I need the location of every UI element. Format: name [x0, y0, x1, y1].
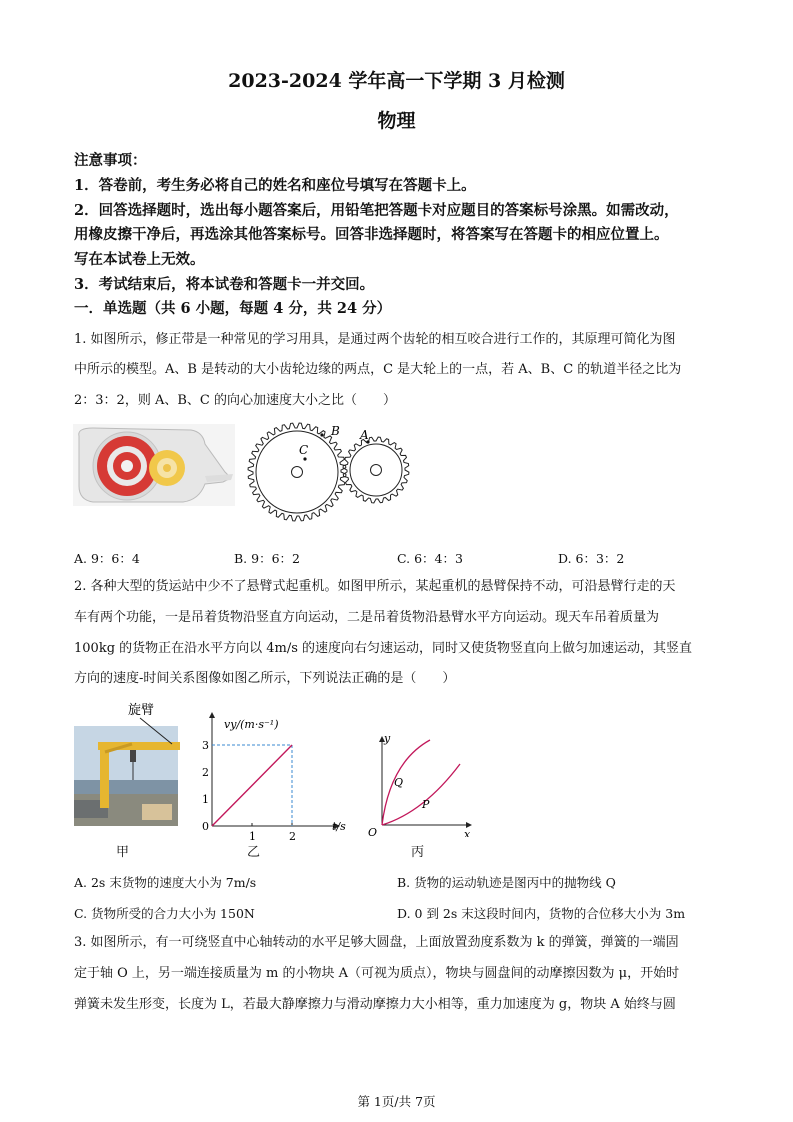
label-a: A	[360, 428, 369, 442]
vt-x-axis-label: t/s	[332, 820, 346, 833]
q2-option-d[interactable]: D. 0 到 2s 末这段时间内，货物的合位移大小为 3m	[397, 906, 686, 921]
notice-item-1: 1．答卷前，考生务必将自己的姓名和座位号填写在答题卡上。	[74, 177, 476, 194]
page-number: 第 1页/共 7页	[357, 1094, 436, 1109]
q1-option-a[interactable]: A. 9：6：4	[74, 551, 140, 566]
point-c-dot	[303, 457, 306, 460]
curve-q-label: Q	[394, 776, 404, 789]
curve-q	[382, 740, 430, 825]
vt-y-tick-1: 1	[202, 793, 209, 806]
smallGear-rim	[350, 444, 402, 496]
q2-option-b[interactable]: B. 货物的运动轨迹是图丙中的抛物线 Q	[397, 875, 616, 890]
q1-line-1: 1. 如图所示，修正带是一种常见的学习用具，是通过两个齿轮的相互咬合进行工作的，其原理可简化为图	[74, 332, 676, 347]
q2-line-2: 车有两个功能，一是吊着货物沿竖直方向运动，二是吊着货物沿悬臂水平方向运动。现天车吊着质量为	[74, 610, 660, 625]
exam-title: 2023-2024 学年高一下学期 3 月检测	[228, 70, 565, 92]
gear-model-diagram	[243, 422, 413, 527]
vt-y-arrow	[209, 712, 215, 718]
curve-p	[382, 764, 460, 825]
crane-photo	[72, 700, 180, 830]
vt-x-tick-2: 2	[289, 830, 296, 842]
traj-y-label: y	[384, 732, 391, 745]
q3-line-2: 定于轴 O 上，另一端连接质量为 m 的小物块 A（可视为质点），物块与圆盘间的动摩擦因数为 μ，开始时	[74, 966, 680, 981]
caption-yi: 乙	[247, 845, 261, 860]
notice-item-2-line-3: 写在本试卷上无效。	[74, 251, 205, 268]
traj-origin-label: O	[368, 826, 378, 837]
correction-tape-photo	[73, 424, 235, 506]
vt-data-line	[212, 745, 292, 826]
q1-option-c[interactable]: C. 6：4：3	[397, 551, 463, 566]
notice-item-2-line-2: 用橡皮擦干净后，再选涂其他答案标号。回答非选择题时，将答案写在答题卡的相应位置上。	[74, 226, 669, 243]
q1-option-d[interactable]: D. 6：3：2	[558, 551, 625, 566]
q3-line-3: 弹簧未发生形变，长度为 L，若最大静摩擦力与滑动摩擦力大小相等，重力加速度为 g，物块 A 始终与圆	[74, 997, 676, 1012]
small-gear	[343, 437, 409, 503]
q1-line-2: 中所示的模型。A、B 是转动的大小齿轮边缘的两点，C 是大轮上的一点，若 A、B、C 的轨道半径之比为	[74, 362, 682, 377]
vt-x-tick-1: 1	[249, 830, 256, 842]
vt-y-axis-label: vy/(m·s⁻¹)	[224, 718, 279, 731]
notice-item-2-line-1: 2．回答选择题时，选出每小题答案后，用铅笔把答题卡对应题目的答案标号涂黑。如需改动，	[74, 202, 679, 219]
vt-y-tick-0: 0	[202, 820, 209, 833]
vt-graph	[198, 712, 358, 842]
q2-line-1: 2. 各种大型的货运站中少不了悬臂式起重机。如图甲所示，某起重机的悬臂保持不动，可沿悬臂行走的天	[74, 579, 676, 594]
trajectory-diagram	[362, 732, 477, 837]
traj-x-label: x	[464, 828, 471, 837]
point-b-dot	[320, 433, 323, 436]
label-c: C	[299, 443, 309, 457]
q2-line-3: 100kg 的货物正在沿水平方向以 4m/s 的速度向右匀速运动，同时又使货物竖直向上做匀加速运动，其竖直	[74, 641, 693, 656]
subject-title: 物理	[377, 110, 416, 132]
bigGear-rim	[256, 431, 338, 513]
small-gear-axle	[371, 465, 382, 476]
notice-heading: 注意事项：	[74, 152, 147, 169]
q2-option-c[interactable]: C. 货物所受的合力大小为 150N	[74, 906, 255, 921]
caption-jia: 甲	[116, 845, 130, 860]
q3-line-1: 3. 如图所示，有一可绕竖直中心轴转动的水平足够大圆盘，上面放置劲度系数为 k 的弹簧，弹簧的一端固	[74, 935, 679, 950]
big-gear-axle	[292, 467, 303, 478]
q1-option-b[interactable]: B. 9：6：2	[234, 551, 300, 566]
caption-bing: 丙	[411, 845, 425, 860]
vt-y-tick-3: 3	[202, 739, 209, 752]
vt-y-tick-2: 2	[202, 766, 209, 779]
boom-label: 旋臂	[128, 703, 155, 718]
q2-option-a[interactable]: A. 2s 末货物的速度大小为 7m/s	[74, 875, 257, 890]
label-b: B	[331, 424, 340, 438]
q1-line-3: 2：3：2，则 A、B、C 的向心加速度大小之比（ ）	[74, 393, 396, 408]
notice-item-3: 3．考试结束后，将本试卷和答题卡一并交回。	[74, 276, 375, 293]
smallGear-teeth	[343, 437, 409, 503]
curve-p-label: P	[422, 798, 430, 811]
q2-line-4: 方向的速度-时间关系图像如图乙所示，下列说法正确的是（ ）	[74, 671, 456, 686]
section-heading: 一．单选题（共 6 小题，每题 4 分，共 24 分）	[74, 300, 392, 317]
